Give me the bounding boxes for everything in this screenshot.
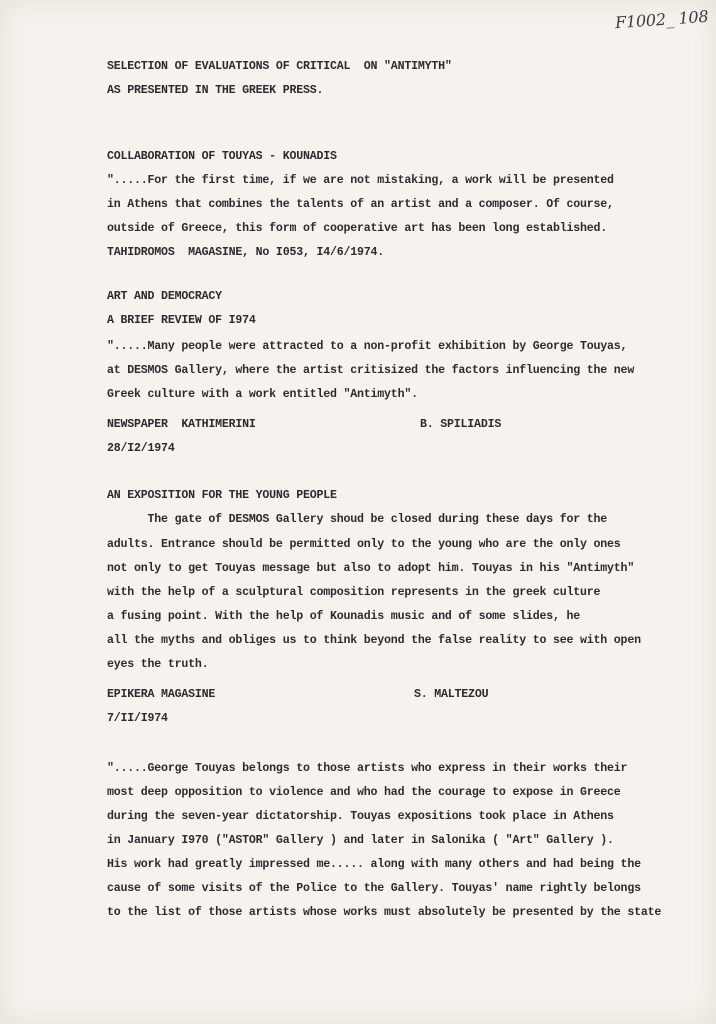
section2-author: B. SPILIADIS	[420, 418, 502, 431]
archive-reference: F1002_ 108	[613, 6, 709, 33]
section2-subtitle: A BRIEF REVIEW OF I974	[107, 314, 256, 327]
section3-body-line: not only to get Touyas message but also to adopt him. Touyas in his "Antimyth"	[107, 562, 635, 575]
section2-title: ART AND DEMOCRACY	[107, 290, 222, 303]
section3-source: EPIKERA MAGASINE	[107, 688, 216, 701]
section4-body-line: to the list of those artists whose works must absolutely be presented by the state	[107, 906, 662, 919]
section3-body-line: all the myths and obliges us to think beyond the false reality to see with open	[107, 634, 641, 647]
section3-body-line: adults. Entrance should be permitted only to the young who are the only ones	[107, 538, 621, 551]
section2-body-line: ".....Many people were attracted to a non-profit exhibition by George Touyas,	[107, 340, 628, 353]
section4-body-line: His work had greatly impressed me..... along with many others and had being the	[107, 858, 641, 871]
section3-body-line: eyes the truth.	[107, 658, 209, 671]
section3-body-line: a fusing point. With the help of Kounadis music and of some slides, he	[107, 610, 581, 623]
section4-body-line: most deep opposition to violence and who had the courage to expose in Greece	[107, 786, 621, 799]
document-title-line1: SELECTION OF EVALUATIONS OF CRITICAL ON "ANTIMYTH"	[107, 60, 452, 73]
section2-body-line: at DESMOS Gallery, where the artist critisized the factors influencing the new	[107, 364, 635, 377]
section3-date: 7/II/I974	[107, 712, 168, 725]
section3-body-line: with the help of a sculptural composition represents in the greek culture	[107, 586, 601, 599]
section2-body-line: Greek culture with a work entitled "Antimyth".	[107, 388, 418, 401]
section1-title: COLLABORATION OF TOUYAS - KOUNADIS	[107, 150, 337, 163]
section4-body-line: ".....George Touyas belongs to those artists who express in their works their	[107, 762, 628, 775]
section2-date: 28/I2/1974	[107, 442, 175, 455]
section3-title: AN EXPOSITION FOR THE YOUNG PEOPLE	[107, 489, 337, 502]
section1-body-line: outside of Greece, this form of cooperative art has been long established.	[107, 222, 608, 235]
section4-body-line: during the seven-year dictatorship. Touyas expositions took place in Athens	[107, 810, 614, 823]
section3-body-line: The gate of DESMOS Gallery shoud be closed during these days for the	[107, 513, 608, 526]
section3-author: S. MALTEZOU	[414, 688, 489, 701]
document-title-line2: AS PRESENTED IN THE GREEK PRESS.	[107, 84, 324, 97]
section2-source: NEWSPAPER KATHIMERINI	[107, 418, 256, 431]
section1-source: TAHIDROMOS MAGASINE, No I053, I4/6/1974.	[107, 246, 385, 259]
section4-body-line: in January I970 ("ASTOR" Gallery ) and later in Salonika ( "Art" Gallery ).	[107, 834, 614, 847]
section1-body-line: ".....For the first time, if we are not mistaking, a work will be presented	[107, 174, 614, 187]
section4-body-line: cause of some visits of the Police to the Gallery. Touyas' name rightly belongs	[107, 882, 641, 895]
section1-body-line: in Athens that combines the talents of an artist and a composer. Of course,	[107, 198, 614, 211]
